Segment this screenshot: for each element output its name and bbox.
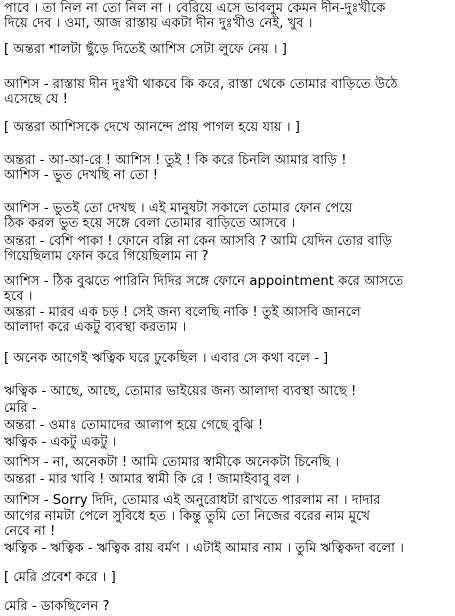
dialogue-line: ঋত্বিক - আছে, আছে, তোমার ভাইয়ের জন্য আলাদা ব্যবস্থা আছে !	[4, 384, 357, 399]
dialogue-line: আশিস - Sorry দিদি, তোমার এই অনুরোধটা রাখতে পারলাম না । দাদার	[4, 493, 381, 508]
dialogue-line: পাবে । তা নিল না তো নিল না । বেরিয়ে এসে ভাবলুম কেমন দীন-দুঃখীকে	[4, 1, 386, 16]
stage-direction: [ অন্তরা শালটা ছুঁড়ে দিতেই আশিস সেটা লুফে নেয় । ]	[4, 42, 287, 57]
dialogue-line: আশিস - ভুত দেখছি না তো !	[4, 168, 159, 183]
dialogue-line: হবে ।	[4, 289, 33, 304]
dialogue-line: আগের নামটা পেলে সুবিধে হত । কিন্তু তুমি তো নিজের বরের নাম মুখে	[4, 509, 370, 524]
dialogue-line: আশিস - না, অনেকটা ! আমি তোমার স্বামীকে অনেকটা চিনেছি ।	[4, 455, 340, 470]
dialogue-line: অন্তরা - মারব এক চড় ! সেই জন্য বলেছি নাকি ! তুই আসবি জানলে	[4, 305, 361, 320]
dialogue-line: আলাদা করে একটু ব্যবস্থা করতাম ।	[4, 320, 187, 335]
stage-direction: [ মেরি প্রবেশ করে । ]	[4, 570, 116, 585]
dialogue-line: অন্তরা - ওমাঃ তোমাদের আলাপ হয়ে গেছে বুঝি !	[4, 418, 264, 433]
dialogue-line: মেরি -	[4, 401, 37, 416]
dialogue-line: নেবে না !	[4, 524, 56, 539]
stage-direction: [ অন্তরা আশিসকে দেখে আনন্দে প্রায় পাগল হয়ে যায় । ]	[4, 120, 300, 135]
dialogue-line: আশিস - ভুতই তো দেখছ । এই মানুষটা সকালে তোমার ফোন পেয়ে	[4, 201, 353, 216]
dialogue-line: ঋত্বিক - ঋত্বিক - ঋত্বিক রায় বর্মণ । এটাই আমার নাম । তুমি ঋত্বিকদা বলো ।	[4, 541, 404, 556]
dialogue-line: ঠিক করল ভুত হয়ে সঙ্গে বেলা তোমার বাড়িতে আসবে ।	[4, 216, 296, 231]
dialogue-line: দিয়ে দেব । ওমা, আজ রাস্তায় একটা দীন দুঃখীও নেই, খুব ।	[4, 16, 313, 31]
dialogue-line: গিয়েছিলাম ফোন করে গিয়েছিলাম না ?	[4, 249, 209, 264]
stage-direction: [ অনেক আগেই ঋত্বিক ঘরে ঢুকেছিল । এবার সে কথা বলে - ]	[4, 351, 329, 366]
dialogue-line: এসেছে যে !	[4, 92, 68, 107]
dialogue-line: ঋত্বিক - একটু একটু ।	[4, 435, 117, 450]
dialogue-line: অন্তরা - বেশি পাকা ! ফোনে বল্লি না কেন আসবি ? আমি যেদিন তোর বাড়ি	[4, 234, 392, 249]
dialogue-line: অন্তরা - মার খাবি ! আমার স্বামী কি রে ! জামাইবাবু বল ।	[4, 472, 300, 487]
dialogue-line: আশিস - ঠিক বুঝতে পারিনি দিদির সঙ্গে ফোনে appointment করে আসতে	[4, 274, 404, 289]
dialogue-line: অন্তরা - আ-আ-রে ! আশিস ! তুই ! কি করে চিনলি আমার বাড়ি !	[4, 153, 347, 168]
dialogue-line: আশিস - রাস্তায় দীন দুঃখী থাকবে কি করে, রাস্তা থেকে তোমার বাড়িতে উঠে	[4, 77, 398, 92]
dialogue-line: মেরি - ডাকছিলেন ?	[4, 599, 110, 614]
